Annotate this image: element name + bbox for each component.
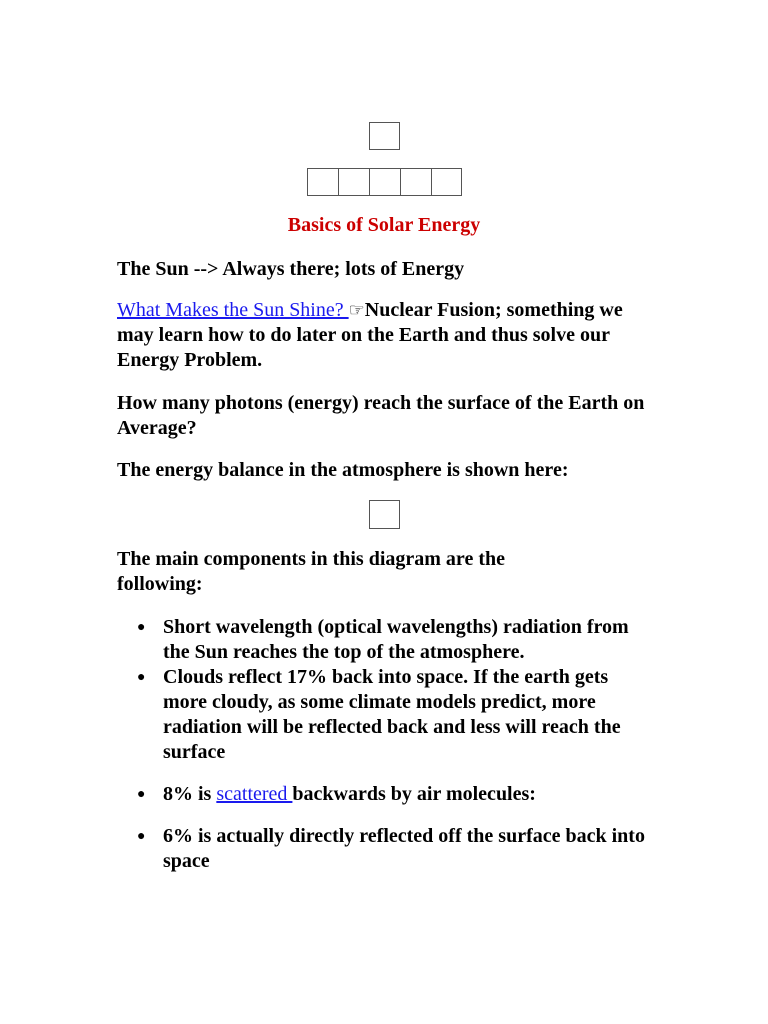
- list-item-text: 8% is: [163, 783, 217, 805]
- list-item-text: 6% is actually directly reflected off the surface back into space: [163, 825, 645, 872]
- sunshine-rest-text: Nuclear Fusion; something we may learn how to do later on the Earth and thus solve our Energy Problem.: [117, 299, 623, 371]
- list-item-text: Short wavelength (optical wavelengths) radiation from the Sun reaches the top of the atmosphere.: [163, 616, 629, 663]
- scattered-link[interactable]: scattered: [216, 783, 293, 805]
- sunshine-paragraph: [117, 298, 657, 373]
- pointing-hand-icon: ☞: [348, 300, 365, 320]
- sun-shine-link[interactable]: What Makes the Sun Shine?: [117, 299, 349, 321]
- page-title: Basics of Solar Energy: [287, 214, 481, 236]
- image-placeholder-row-3: [369, 168, 401, 196]
- intro-text: The Sun --> Always there; lots of Energy: [117, 258, 465, 280]
- energy-balance-image-placeholder: [369, 500, 400, 529]
- list-item: ● Clouds reflect 17% back into space. If the earth gets more cloudy, as some climate models predict, more radiation will be reflected back and less will reach the surface: [137, 666, 621, 763]
- question-text: How many photons (energy) reach the surface of the Earth on Average?: [117, 392, 645, 439]
- image-placeholder-row-5: [431, 168, 462, 196]
- image-placeholder-row-1: [307, 168, 339, 196]
- components-list: [117, 615, 657, 874]
- image-placeholder-top: [369, 122, 400, 150]
- list-item-text: Clouds reflect 17% back into space. If the earth gets more cloudy, as some climate models predict, more radiation will be reflected back and less will reach the surface: [163, 666, 621, 763]
- balance-text: The energy balance in the atmosphere is shown here:: [117, 459, 569, 481]
- list-item: ● Short wavelength (optical wavelengths) radiation from the Sun reaches the top of the atmosphere.: [137, 616, 629, 663]
- list-item-text: backwards by air molecules:: [292, 783, 536, 805]
- list-item: ● 8% is scattered backwards by air molecules:: [137, 783, 536, 805]
- components-intro-text: The main components in this diagram are the following:: [117, 548, 505, 595]
- list-item: ● 6% is actually directly reflected off the surface back into space: [137, 825, 645, 872]
- image-placeholder-row-2: [338, 168, 370, 196]
- image-placeholder-row-4: [400, 168, 432, 196]
